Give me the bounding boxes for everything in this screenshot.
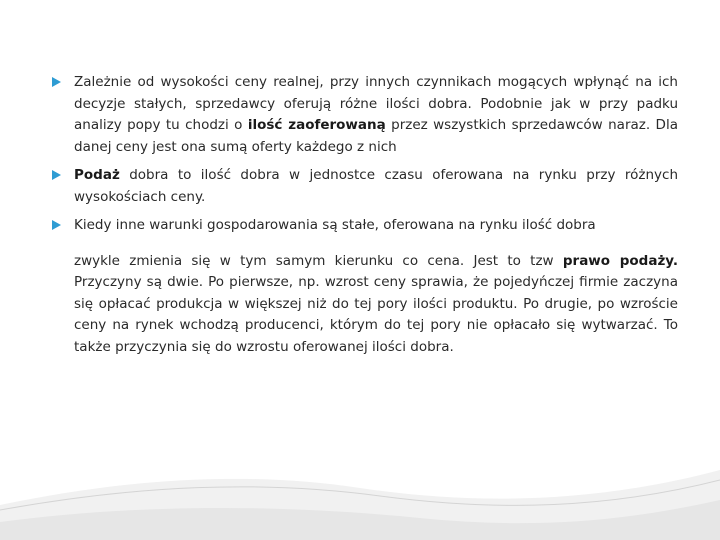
bullet-item-law-of-supply <box>52 215 678 358</box>
bullet-emphasis: Podaż <box>74 167 120 183</box>
bullet-item-supply-definition <box>52 165 678 208</box>
bullet-emphasis: prawo podaży. <box>562 252 678 269</box>
bullet-item-supply-quantity <box>52 72 678 158</box>
bullet-text-after: przez wszystkich sprzedawców naraz. Dla danej ceny jest ona sumą oferty każdego z nich <box>74 117 678 155</box>
bullet-text <box>74 251 678 359</box>
bottom-wave-decoration <box>0 410 720 540</box>
bullet-list <box>52 72 678 365</box>
bullet-text-before: Zależnie od wysokości ceny realnej, przy innych czynnikach mogących wpłynąć na ich decyzje stałych, sprzedawcy oferują różne ilości dobra. Podobnie jak w przy padku analizy popy tu chodzi o <box>74 74 678 133</box>
bullet-first-line: Kiedy inne warunki gospodarowania są stałe, oferowana na rynku ilość dobra <box>74 217 596 233</box>
bullet-text <box>74 165 678 208</box>
paragraph-gap <box>74 237 678 251</box>
triangle-bullet-icon <box>52 170 61 180</box>
triangle-bullet-icon <box>52 220 61 230</box>
bullet-emphasis: ilość zaoferowaną <box>247 117 386 133</box>
bullet-text <box>74 72 678 158</box>
bullet-text-after: Przyczyny są dwie. Po pierwsze, np. wzrost ceny sprawia, że pojedyńczej firmie zaczyna się opłacać produkcja w większej niż do tej pory ilości produktu. Po drugie, po wzroście ceny na rynek wchodzą producenci, którym do tej pory nie opłacało się wytwarzać. To także przyczynia się do wzrostu oferowanej ilości dobra. <box>74 274 678 355</box>
bullet-text-after: dobra to ilość dobra w jednostce czasu oferowana na rynku przy różnych wysokościach ceny. <box>74 167 678 205</box>
bullet-text-before: zwykle zmienia się w tym samym kierunku co cena. Jest to tzw <box>74 252 563 269</box>
triangle-bullet-icon <box>52 77 61 87</box>
